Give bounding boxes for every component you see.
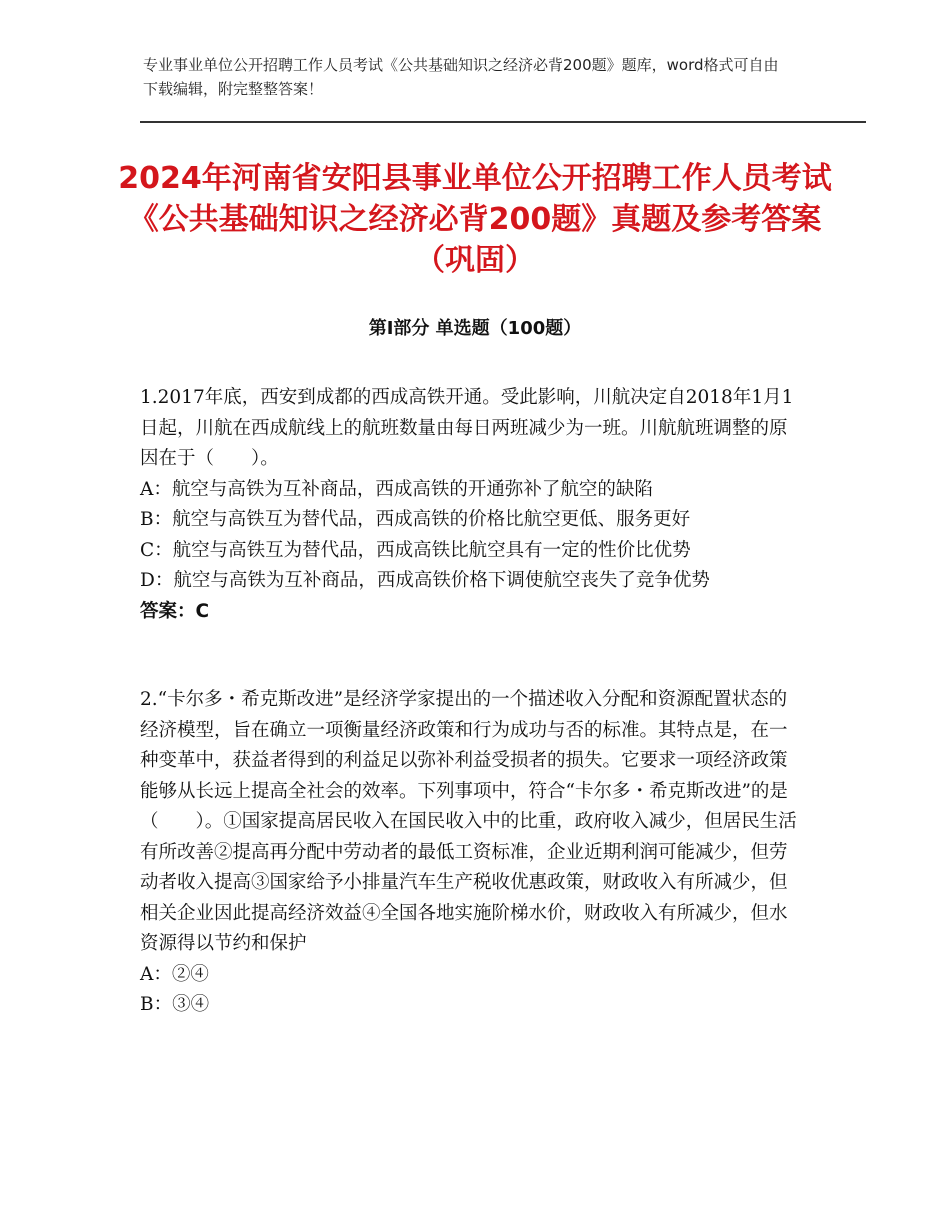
option-b: B：航空与高铁互为替代品，西成高铁的价格比航空更低、服务更好 xyxy=(140,509,691,530)
question-2 xyxy=(140,685,805,1021)
option-b: B：③④ xyxy=(140,994,210,1015)
header-note: 专业事业单位公开招聘工作人员考试《公共基础知识之经济必背200题》题库，word格式可自由下载编辑，附完整整答案！ xyxy=(143,56,779,98)
section-title: 第Ⅰ部分 单选题（100题） xyxy=(368,318,582,339)
question-1 xyxy=(140,383,805,627)
option-a: A：航空与高铁为互补商品，西成高铁的开通弥补了航空的缺陷 xyxy=(140,478,653,500)
answer: 答案：C xyxy=(140,600,210,622)
option-d: D：航空与高铁为互补商品，西成高铁价格下调使航空丧失了竞争优势 xyxy=(140,570,710,591)
option-a: A：②④ xyxy=(140,963,209,985)
question-text: 1.2017年底，西安到成都的西成高铁开通。受此影响，川航决定自2018年1月1日起，川航在西成航线上的航班数量由每日两班减少为一班。川航航班调整的原因在于（ ）。 xyxy=(140,387,794,469)
document-title: 2024年河南省安阳县事业单位公开招聘工作人员考试《公共基础知识之经济必背200题》真题及参考答案（巩固） xyxy=(118,161,832,278)
header-divider xyxy=(140,121,866,123)
question-text: 2.“卡尔多・希克斯改进”是经济学家提出的一个描述收入分配和资源配置状态的经济模型，旨在确立一项衡量经济政策和行为成功与否的标准。其特点是，在一种变革中，获益者得到的利益足以弥补利益受损者的损失。它要求一项经济政策能够从长远上提高全社会的效率。下列事项中，符合“卡尔多・希克斯改进”的是（ ）。①国家提高居民收入在国民收入中的比重，政府收入减少，但居民生活有所改善②提高再分配中劳动者的最低工资标准，企业近期利润可能减少，但劳动者收入提高③国家给予小排量汽车生产税收优惠政策，财政收入有所减少，但相关企业因此提高经济效益④全国各地实施阶梯水价，财政收入有所减少，但水资源得以节约和保护 xyxy=(140,689,797,954)
option-c: C：航空与高铁互为替代品，西成高铁比航空具有一定的性价比优势 xyxy=(140,539,691,561)
